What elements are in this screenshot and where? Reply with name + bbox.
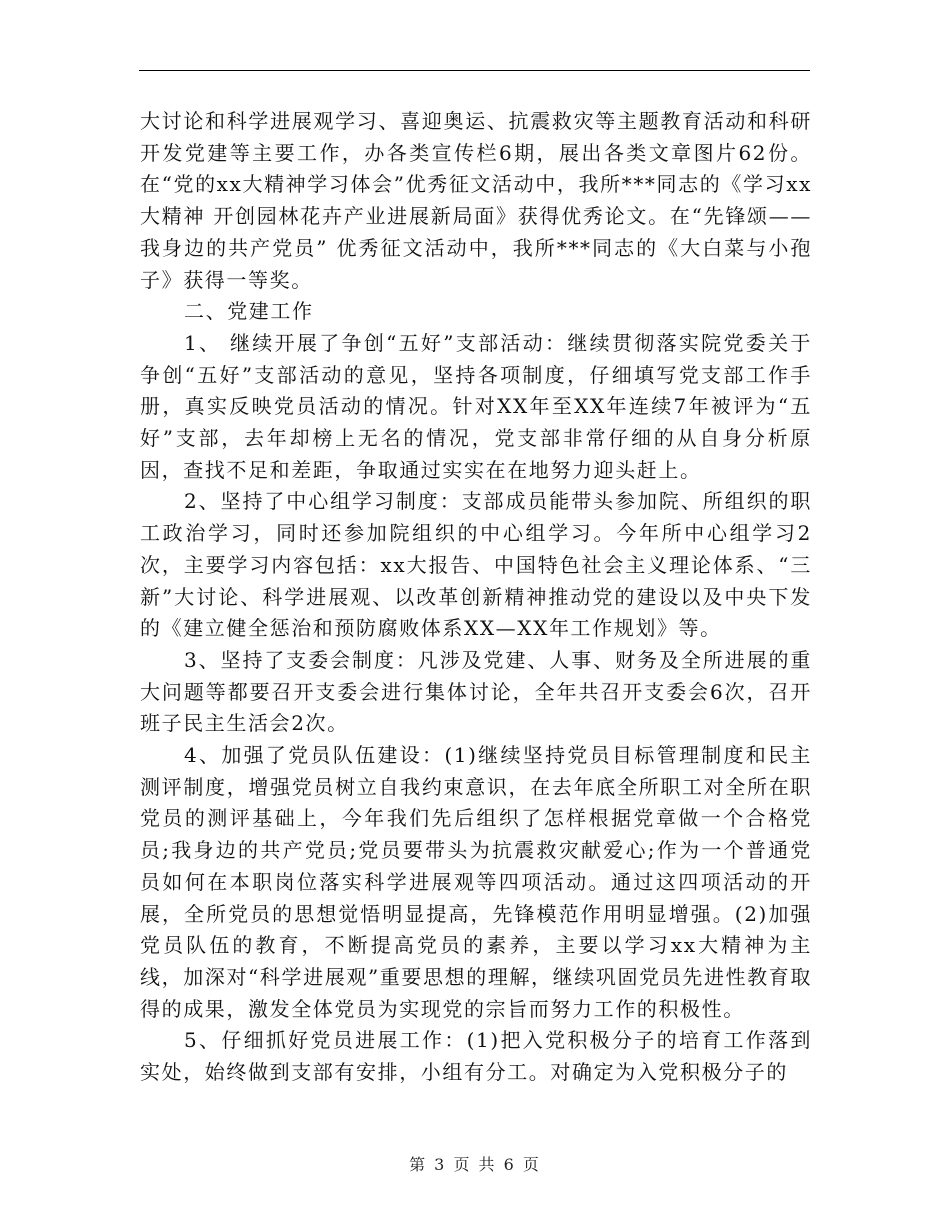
- document-body: [140, 106, 812, 1089]
- paragraph-continuation: 大讨论和科学进展观学习、喜迎奥运、抗震救灾等主题教育活动和科研开发党建等主要工作，办各类宣传栏6期，展出各类文章图片62份。在“党的xx大精神学习体会”优秀征文活动中，我所***同志的《学习xx大精神 开创园林花卉产业进展新局面》获得优秀论文。在“先锋颂——我身边的共产党员” 优秀征文活动中，我所***同志的《大白菜与小孢子》获得一等奖。: [140, 109, 812, 292]
- paragraph-item-5: 5、仔细抓好党员进展工作：(1)把入党积极分子的培育工作落到实处，始终做到支部有安排，小组有分工。对确定为入党积极分子的: [140, 1028, 812, 1085]
- paragraph-item-1: 1、 继续开展了争创“五好”支部活动：继续贯彻落实院党委关于争创“五好”支部活动的意见，坚持各项制度，仔细填写党支部工作手册，真实反映党员活动的情况。针对XX年至XX年连续7年被评为“五好”支部，去年却榜上无名的情况，党支部非常仔细的从自身分析原因，查找不足和差距，争取通过实实在在地努力迎头赶上。: [140, 330, 812, 482]
- paragraph-item-4: 4、加强了党员队伍建设：(1)继续坚持党员目标管理制度和民主测评制度，增强党员树立自我约束意识，在去年底全所职工对全所在职党员的测评基础上，今年我们先后组织了怎样根据党章做一个合格党员;我身边的共产党员;党员要带头为抗震救灾献爱心;作为一个普通党员如何在本职岗位落实科学进展观等四项活动。通过这四项活动的开展，全所党员的思想觉悟明显提高，先锋模范作用明显增强。(2)加强党员队伍的教育，不断提高党员的素养，主要以学习xx大精神为主线，加深对“科学进展观”重要思想的理解，继续巩固党员先进性教育取得的成果，激发全体党员为实现党的宗旨而努力工作的积极性。: [140, 743, 812, 1021]
- paragraph-item-2: 2、坚持了中心组学习制度：支部成员能带头参加院、所组织的职工政治学习，同时还参加院组织的中心组学习。今年所中心组学习2次，主要学习内容包括：xx大报告、中国特色社会主义理论体系、“三新”大讨论、科学进展观、以改革创新精神推动党的建设以及中央下发的《建立健全惩治和预防腐败体系XX—XX年工作规划》等。: [140, 489, 812, 641]
- paragraph-item-3: 3、坚持了支委会制度：凡涉及党建、人事、财务及全所进展的重大问题等都要召开支委会进行集体讨论，全年共召开支委会6次，召开班子民主生活会2次。: [140, 647, 812, 736]
- header-rule: [139, 70, 810, 71]
- page-number-footer: 第 3 页 共 6 页: [409, 1155, 541, 1174]
- section-heading: 二、党建工作: [184, 299, 314, 324]
